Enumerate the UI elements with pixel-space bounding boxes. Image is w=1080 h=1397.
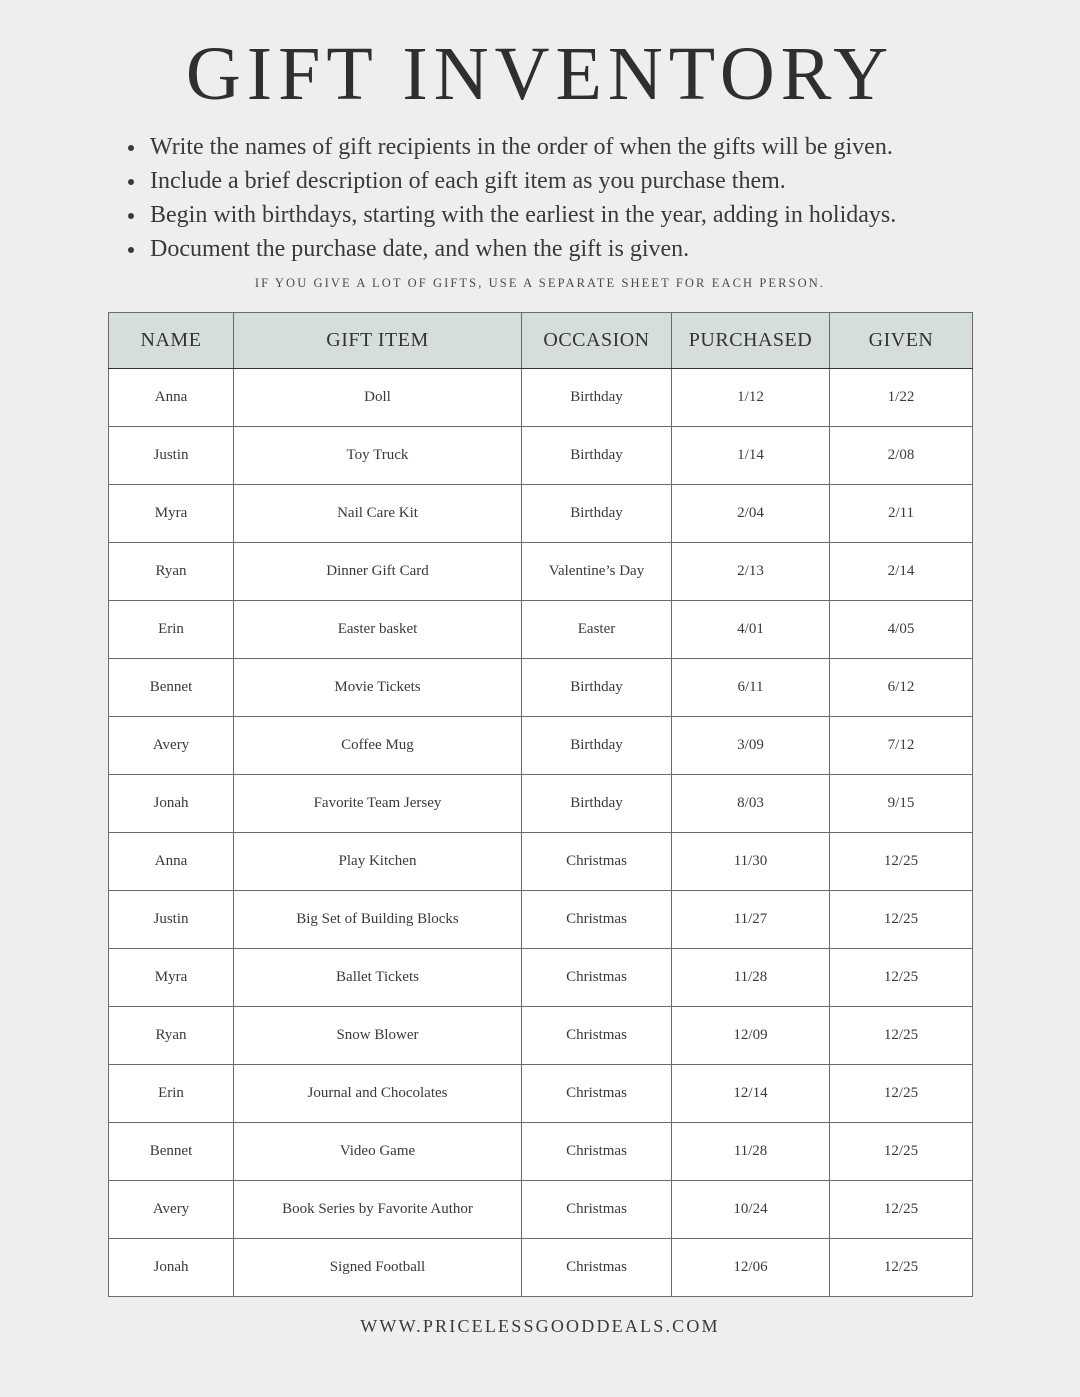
cell-given: 12/25 — [830, 949, 973, 1007]
cell-given: 7/12 — [830, 717, 973, 775]
cell-name: Avery — [109, 717, 234, 775]
cell-name: Justin — [109, 891, 234, 949]
cell-occasion: Christmas — [522, 1007, 672, 1065]
cell-purchased: 12/14 — [672, 1065, 830, 1123]
cell-name: Jonah — [109, 775, 234, 833]
cell-occasion: Birthday — [522, 717, 672, 775]
cell-purchased: 10/24 — [672, 1181, 830, 1239]
cell-name: Justin — [109, 427, 234, 485]
cell-name: Erin — [109, 601, 234, 659]
cell-purchased: 12/06 — [672, 1239, 830, 1297]
cell-gift-item: Doll — [234, 369, 522, 427]
cell-given: 12/25 — [830, 1123, 973, 1181]
cell-given: 2/08 — [830, 427, 973, 485]
cell-purchased: 1/12 — [672, 369, 830, 427]
cell-purchased: 11/28 — [672, 1123, 830, 1181]
cell-purchased: 11/27 — [672, 891, 830, 949]
cell-gift-item: Dinner Gift Card — [234, 543, 522, 601]
cell-purchased: 8/03 — [672, 775, 830, 833]
separate-sheet-note: IF YOU GIVE A LOT OF GIFTS, USE A SEPARATE SHEET FOR EACH PERSON. — [254, 276, 826, 290]
cell-name: Jonah — [109, 1239, 234, 1297]
header-gift-item: GIFT ITEM — [234, 313, 522, 369]
instruction-item — [128, 130, 896, 164]
cell-given: 12/25 — [830, 891, 973, 949]
cell-occasion: Birthday — [522, 775, 672, 833]
table-row — [109, 1007, 973, 1065]
cell-name: Anna — [109, 369, 234, 427]
table-row — [109, 717, 973, 775]
cell-gift-item: Coffee Mug — [234, 717, 522, 775]
cell-purchased: 4/01 — [672, 601, 830, 659]
cell-occasion: Christmas — [522, 833, 672, 891]
instruction-text: Begin with birthdays, starting with the earliest in the year, adding in holidays. — [150, 202, 897, 228]
table-row — [109, 949, 973, 1007]
table-row — [109, 485, 973, 543]
gift-table — [108, 312, 973, 1297]
cell-occasion: Birthday — [522, 427, 672, 485]
instruction-text: Include a brief description of each gift item as you purchase them. — [150, 168, 786, 194]
cell-gift-item: Journal and Chocolates — [234, 1065, 522, 1123]
website-footer: WWW.PRICELESSGOODDEALS.COM — [360, 1316, 720, 1336]
cell-occasion: Birthday — [522, 659, 672, 717]
cell-given: 2/14 — [830, 543, 973, 601]
table-body — [109, 369, 973, 1297]
cell-purchased: 1/14 — [672, 427, 830, 485]
bullet-icon — [128, 247, 134, 253]
instruction-item — [128, 164, 896, 198]
cell-purchased: 6/11 — [672, 659, 830, 717]
cell-occasion: Christmas — [522, 1239, 672, 1297]
cell-purchased: 11/28 — [672, 949, 830, 1007]
cell-gift-item: Video Game — [234, 1123, 522, 1181]
cell-name: Ryan — [109, 1007, 234, 1065]
table-row — [109, 833, 973, 891]
cell-occasion: Christmas — [522, 949, 672, 1007]
bullet-icon — [128, 145, 134, 151]
cell-name: Erin — [109, 1065, 234, 1123]
cell-given: 12/25 — [830, 1065, 973, 1123]
cell-given: 1/22 — [830, 369, 973, 427]
table-row — [109, 775, 973, 833]
cell-name: Bennet — [109, 1123, 234, 1181]
cell-gift-item: Ballet Tickets — [234, 949, 522, 1007]
cell-occasion: Valentine’s Day — [522, 543, 672, 601]
cell-given: 12/25 — [830, 1181, 973, 1239]
table-row — [109, 1065, 973, 1123]
cell-occasion: Birthday — [522, 369, 672, 427]
header-name: NAME — [109, 313, 234, 369]
table-row — [109, 891, 973, 949]
cell-occasion: Christmas — [522, 1065, 672, 1123]
cell-gift-item: Snow Blower — [234, 1007, 522, 1065]
instruction-text: Write the names of gift recipients in the order of when the gifts will be given. — [150, 134, 893, 160]
cell-purchased: 12/09 — [672, 1007, 830, 1065]
cell-given: 12/25 — [830, 833, 973, 891]
table-row — [109, 659, 973, 717]
instruction-text: Document the purchase date, and when the gift is given. — [150, 236, 690, 262]
cell-purchased: 3/09 — [672, 717, 830, 775]
cell-occasion: Easter — [522, 601, 672, 659]
cell-name: Myra — [109, 485, 234, 543]
instructions-list — [128, 130, 896, 266]
table-header-row — [109, 313, 973, 369]
cell-purchased: 11/30 — [672, 833, 830, 891]
table-row — [109, 1239, 973, 1297]
cell-name: Ryan — [109, 543, 234, 601]
cell-gift-item: Easter basket — [234, 601, 522, 659]
cell-name: Bennet — [109, 659, 234, 717]
cell-gift-item: Big Set of Building Blocks — [234, 891, 522, 949]
table-row — [109, 601, 973, 659]
header-occasion: OCCASION — [522, 313, 672, 369]
cell-gift-item: Movie Tickets — [234, 659, 522, 717]
table-row — [109, 427, 973, 485]
cell-name: Myra — [109, 949, 234, 1007]
table-row — [109, 1123, 973, 1181]
cell-gift-item: Signed Football — [234, 1239, 522, 1297]
cell-gift-item: Book Series by Favorite Author — [234, 1181, 522, 1239]
cell-name: Anna — [109, 833, 234, 891]
table-row — [109, 369, 973, 427]
cell-purchased: 2/04 — [672, 485, 830, 543]
cell-purchased: 2/13 — [672, 543, 830, 601]
cell-occasion: Birthday — [522, 485, 672, 543]
cell-name: Avery — [109, 1181, 234, 1239]
cell-given: 4/05 — [830, 601, 973, 659]
cell-occasion: Christmas — [522, 891, 672, 949]
cell-given: 6/12 — [830, 659, 973, 717]
bullet-icon — [128, 179, 134, 185]
instruction-item — [128, 198, 896, 232]
instruction-item — [128, 232, 896, 266]
cell-gift-item: Toy Truck — [234, 427, 522, 485]
cell-given: 12/25 — [830, 1239, 973, 1297]
cell-gift-item: Favorite Team Jersey — [234, 775, 522, 833]
header-purchased: PURCHASED — [672, 313, 830, 369]
cell-occasion: Christmas — [522, 1181, 672, 1239]
page-title: GIFT INVENTORY — [185, 32, 895, 116]
cell-given: 12/25 — [830, 1007, 973, 1065]
table-row — [109, 1181, 973, 1239]
cell-gift-item: Nail Care Kit — [234, 485, 522, 543]
header-given: GIVEN — [830, 313, 973, 369]
cell-gift-item: Play Kitchen — [234, 833, 522, 891]
bullet-icon — [128, 213, 134, 219]
cell-given: 9/15 — [830, 775, 973, 833]
cell-occasion: Christmas — [522, 1123, 672, 1181]
cell-given: 2/11 — [830, 485, 973, 543]
table-row — [109, 543, 973, 601]
